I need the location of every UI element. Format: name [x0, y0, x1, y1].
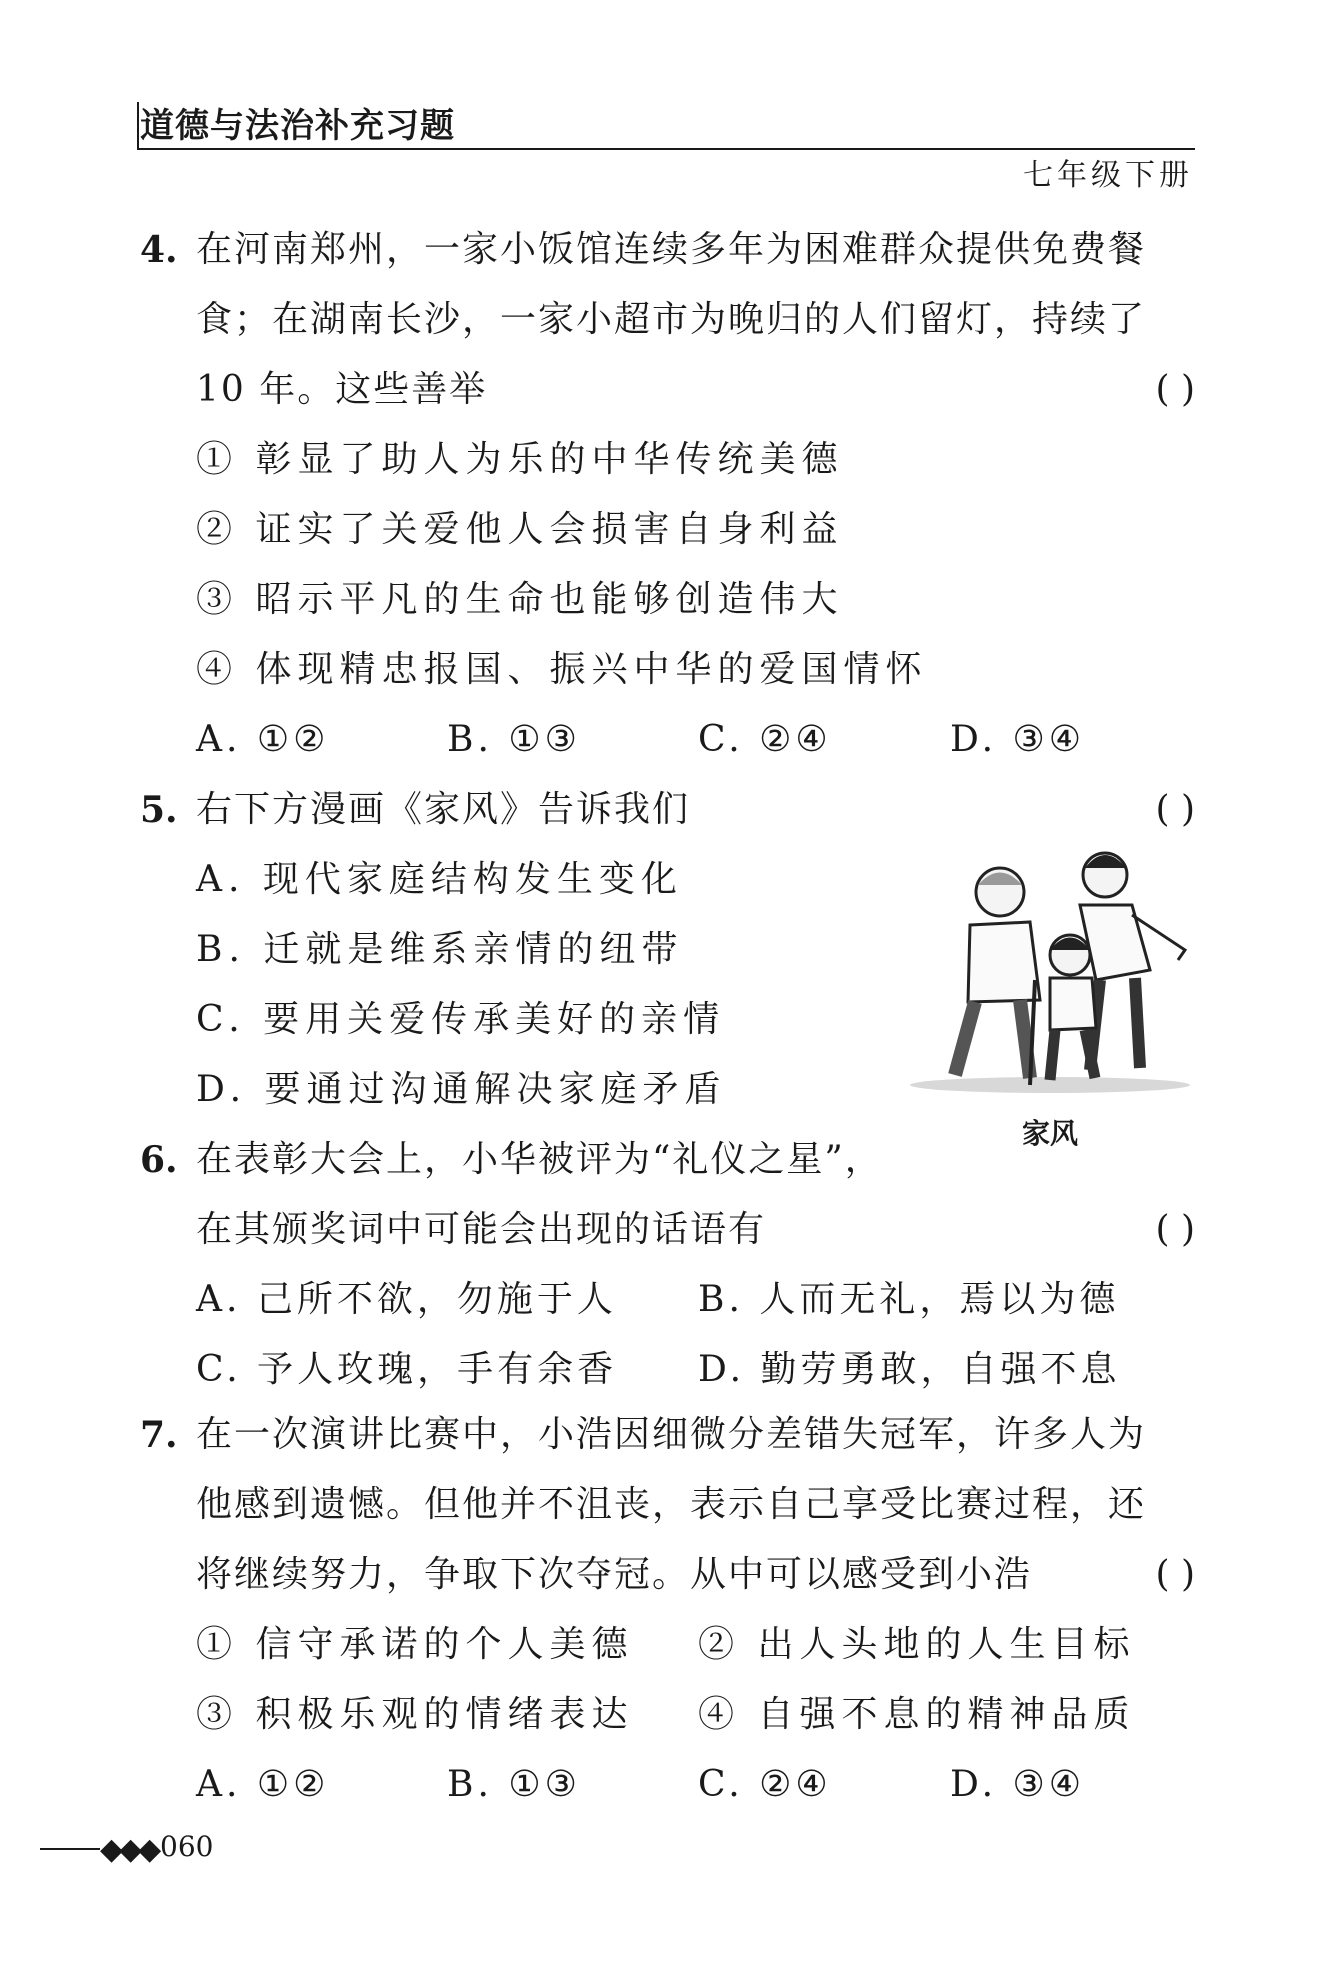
- statement-option: ③ 昭示平凡的生命也能够创造伟大: [196, 579, 844, 620]
- family-cartoon: [900, 830, 1200, 1100]
- choice-b[interactable]: B. ①③: [447, 1764, 581, 1805]
- statement-option: ④ 体现精忠报国、振兴中华的爱国情怀: [196, 649, 928, 690]
- question-text: 在河南郑州，一家小饭馆连续多年为困难群众提供免费餐: [196, 229, 1147, 270]
- question-text: 食；在湖南长沙，一家小超市为晚归的人们留灯，持续了: [196, 299, 1147, 340]
- book-title: 道德与法治补充习题: [140, 106, 455, 146]
- footer-rule: [40, 1848, 100, 1850]
- cartoon-caption: 家风: [1021, 1117, 1078, 1150]
- question-text: 他感到遗憾。但他并不沮丧，表示自己享受比赛过程，还: [196, 1484, 1147, 1525]
- diamond-ornament-icon: ◆◆◆: [100, 1832, 158, 1867]
- question-text: 在表彰大会上，小华被评为“礼仪之星”，: [196, 1139, 883, 1180]
- statement-option: ② 证实了关爱他人会损害自身利益: [196, 509, 844, 550]
- choice-d[interactable]: D. ③④: [950, 719, 1086, 760]
- answer-blank[interactable]: ( ): [1155, 1554, 1195, 1595]
- choice-a[interactable]: A. 现代家庭结构发生变化: [196, 859, 683, 900]
- question-number: 7.: [140, 1414, 178, 1456]
- statement-option: ① 彰显了助人为乐的中华传统美德: [196, 439, 844, 480]
- header-bar: [137, 102, 139, 148]
- grade-label: 七年级下册: [1023, 158, 1193, 193]
- question-number: 6.: [140, 1139, 178, 1181]
- choice-a[interactable]: A. ①②: [196, 719, 330, 760]
- choice-a[interactable]: A. ①②: [196, 1764, 330, 1805]
- statement-option: ③ 积极乐观的情绪表达: [196, 1694, 634, 1735]
- choice-a[interactable]: A. 己所不欲，勿施于人: [196, 1279, 617, 1320]
- question-number: 4.: [140, 229, 178, 271]
- question-text: 10 年。这些善举: [196, 369, 488, 410]
- choice-b[interactable]: B. 迁就是维系亲情的纽带: [196, 929, 684, 970]
- choice-c[interactable]: C. ②④: [698, 1764, 832, 1805]
- choice-b[interactable]: B. 人而无礼，焉以为德: [698, 1279, 1120, 1320]
- page-number: 060: [160, 1830, 214, 1863]
- question-text: 右下方漫画《家风》告诉我们: [196, 789, 691, 830]
- question-6: [140, 1125, 1195, 1405]
- question-text: 在其颁奖词中可能会出现的话语有: [196, 1209, 767, 1250]
- answer-blank[interactable]: ( ): [1155, 1209, 1195, 1250]
- statement-option: ① 信守承诺的个人美德: [196, 1624, 634, 1665]
- choice-c[interactable]: C. 予人玫瑰，手有余香: [196, 1349, 618, 1390]
- choice-d[interactable]: D. ③④: [950, 1764, 1086, 1805]
- statement-option: ② 出人头地的人生目标: [698, 1624, 1136, 1665]
- choice-c[interactable]: C. ②④: [698, 719, 832, 760]
- choice-b[interactable]: B. ①③: [447, 719, 581, 760]
- question-number: 5.: [140, 789, 178, 831]
- statement-option: ④ 自强不息的精神品质: [698, 1694, 1136, 1735]
- choice-d[interactable]: D. 要通过沟通解决家庭矛盾: [196, 1069, 727, 1110]
- question-7: [140, 1400, 1195, 1820]
- question-text: 将继续努力，争取下次夺冠。从中可以感受到小浩: [196, 1554, 1033, 1595]
- answer-blank[interactable]: ( ): [1155, 789, 1195, 830]
- choice-c[interactable]: C. 要用关爱传承美好的亲情: [196, 999, 726, 1040]
- question-4: [140, 215, 1195, 775]
- answer-blank[interactable]: ( ): [1155, 369, 1195, 410]
- question-text: 在一次演讲比赛中，小浩因细微分差错失冠军，许多人为: [196, 1414, 1147, 1455]
- choice-d[interactable]: D. 勤劳勇敢，自强不息: [698, 1349, 1121, 1390]
